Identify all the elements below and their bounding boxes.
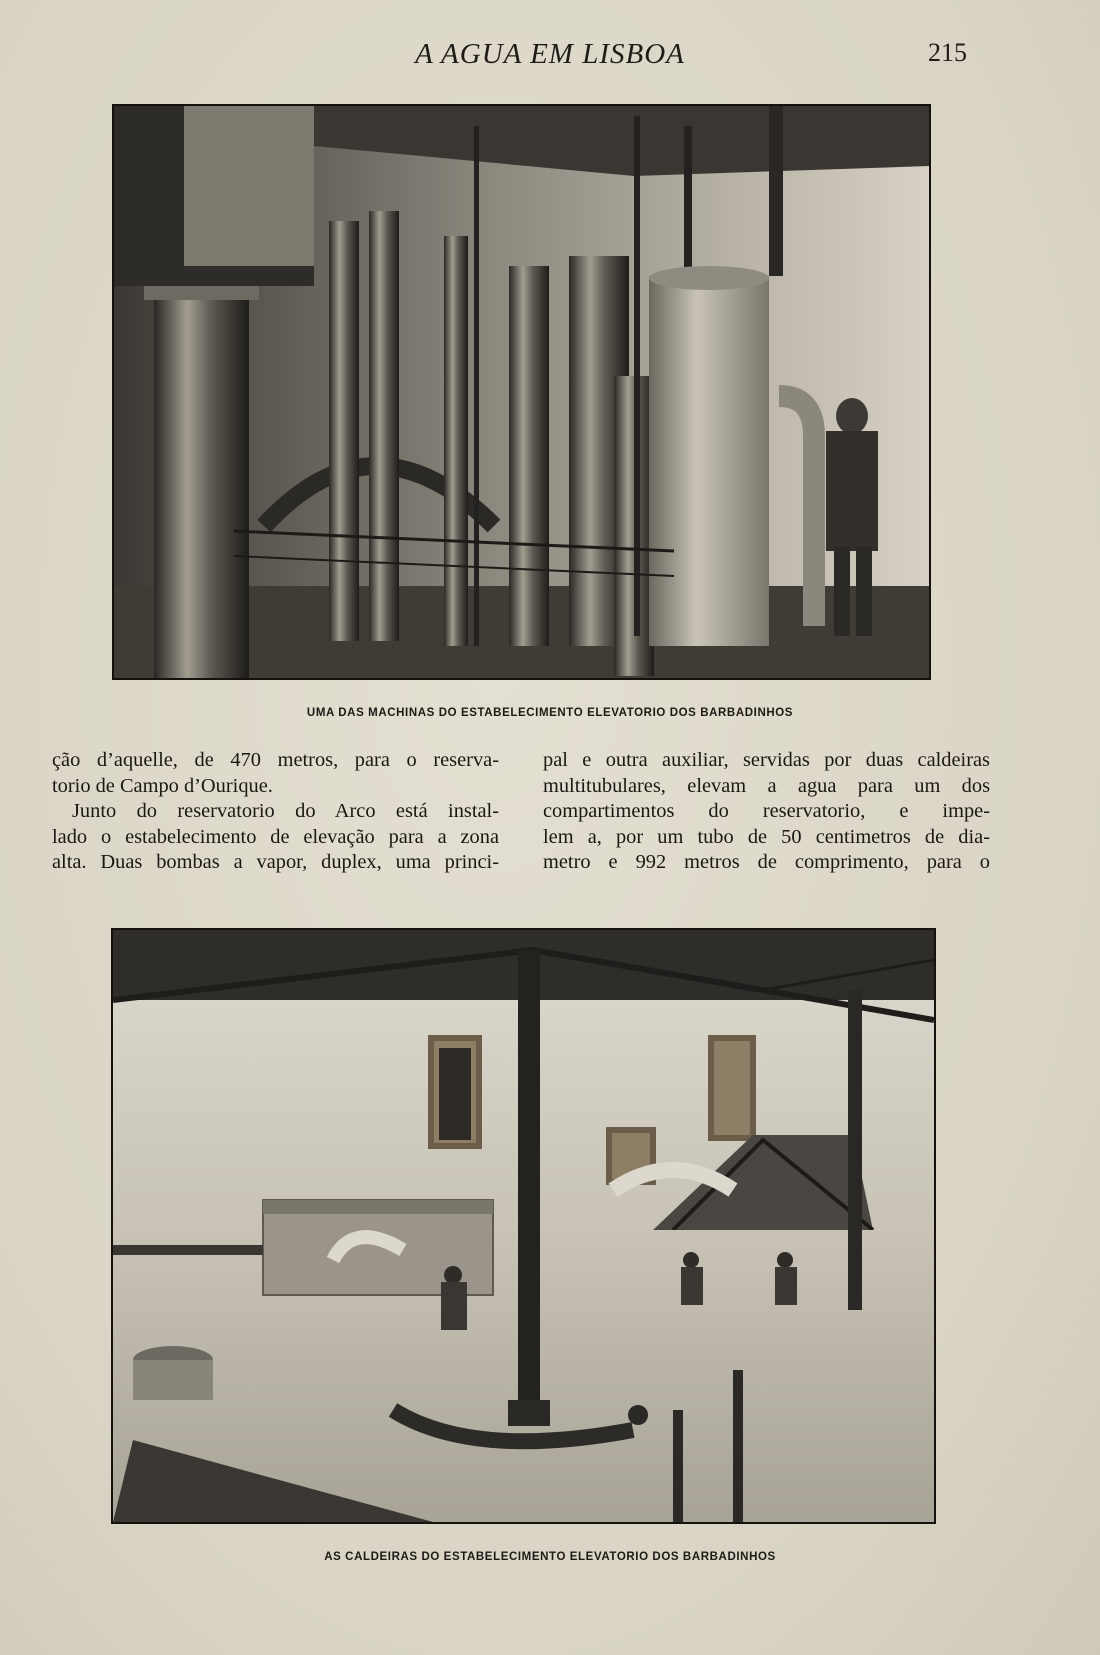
page-number: 215 (928, 38, 967, 67)
running-title: A AGUA EM LISBOA (415, 38, 685, 70)
boilers-photograph (111, 928, 936, 1524)
text-line: compartimentos do reservatorio, e impe- (543, 800, 990, 823)
text-line: metro e 992 metros de comprimento, para o (543, 851, 990, 874)
engine-photo-image (114, 106, 929, 678)
text-line: ção d’aquelle, de 470 metros, para o reserva- (52, 749, 499, 771)
figure-caption-1: UMA DAS MACHINAS DO ESTABELECIMENTO ELEVATORIO DOS BARBADINHOS (306, 707, 794, 719)
text-line: pal e outra auxiliar, servidas por duas caldeiras (543, 749, 990, 771)
text-line: torio de Campo d’Ourique. (52, 774, 273, 797)
text-column-right (543, 748, 990, 876)
text-line: lado o estabelecimento de elevação para a zona (52, 825, 499, 848)
text-column-left (52, 748, 499, 876)
engine-photograph (112, 104, 931, 680)
text-line: alta. Duas bombas a vapor, duplex, uma princi- (52, 851, 499, 874)
figure-caption-2: AS CALDEIRAS DO ESTABELECIMENTO ELEVATORIO DOS BARBADINHOS (324, 1551, 776, 1563)
text-line: lem a, por um tubo de 50 centimetros de dia- (543, 825, 990, 848)
text-line: multitubulares, elevam a agua para um dos (543, 774, 990, 797)
text-line: Junto do reservatorio do Arco está instal- (72, 800, 499, 823)
boilers-photo-image (113, 930, 934, 1522)
